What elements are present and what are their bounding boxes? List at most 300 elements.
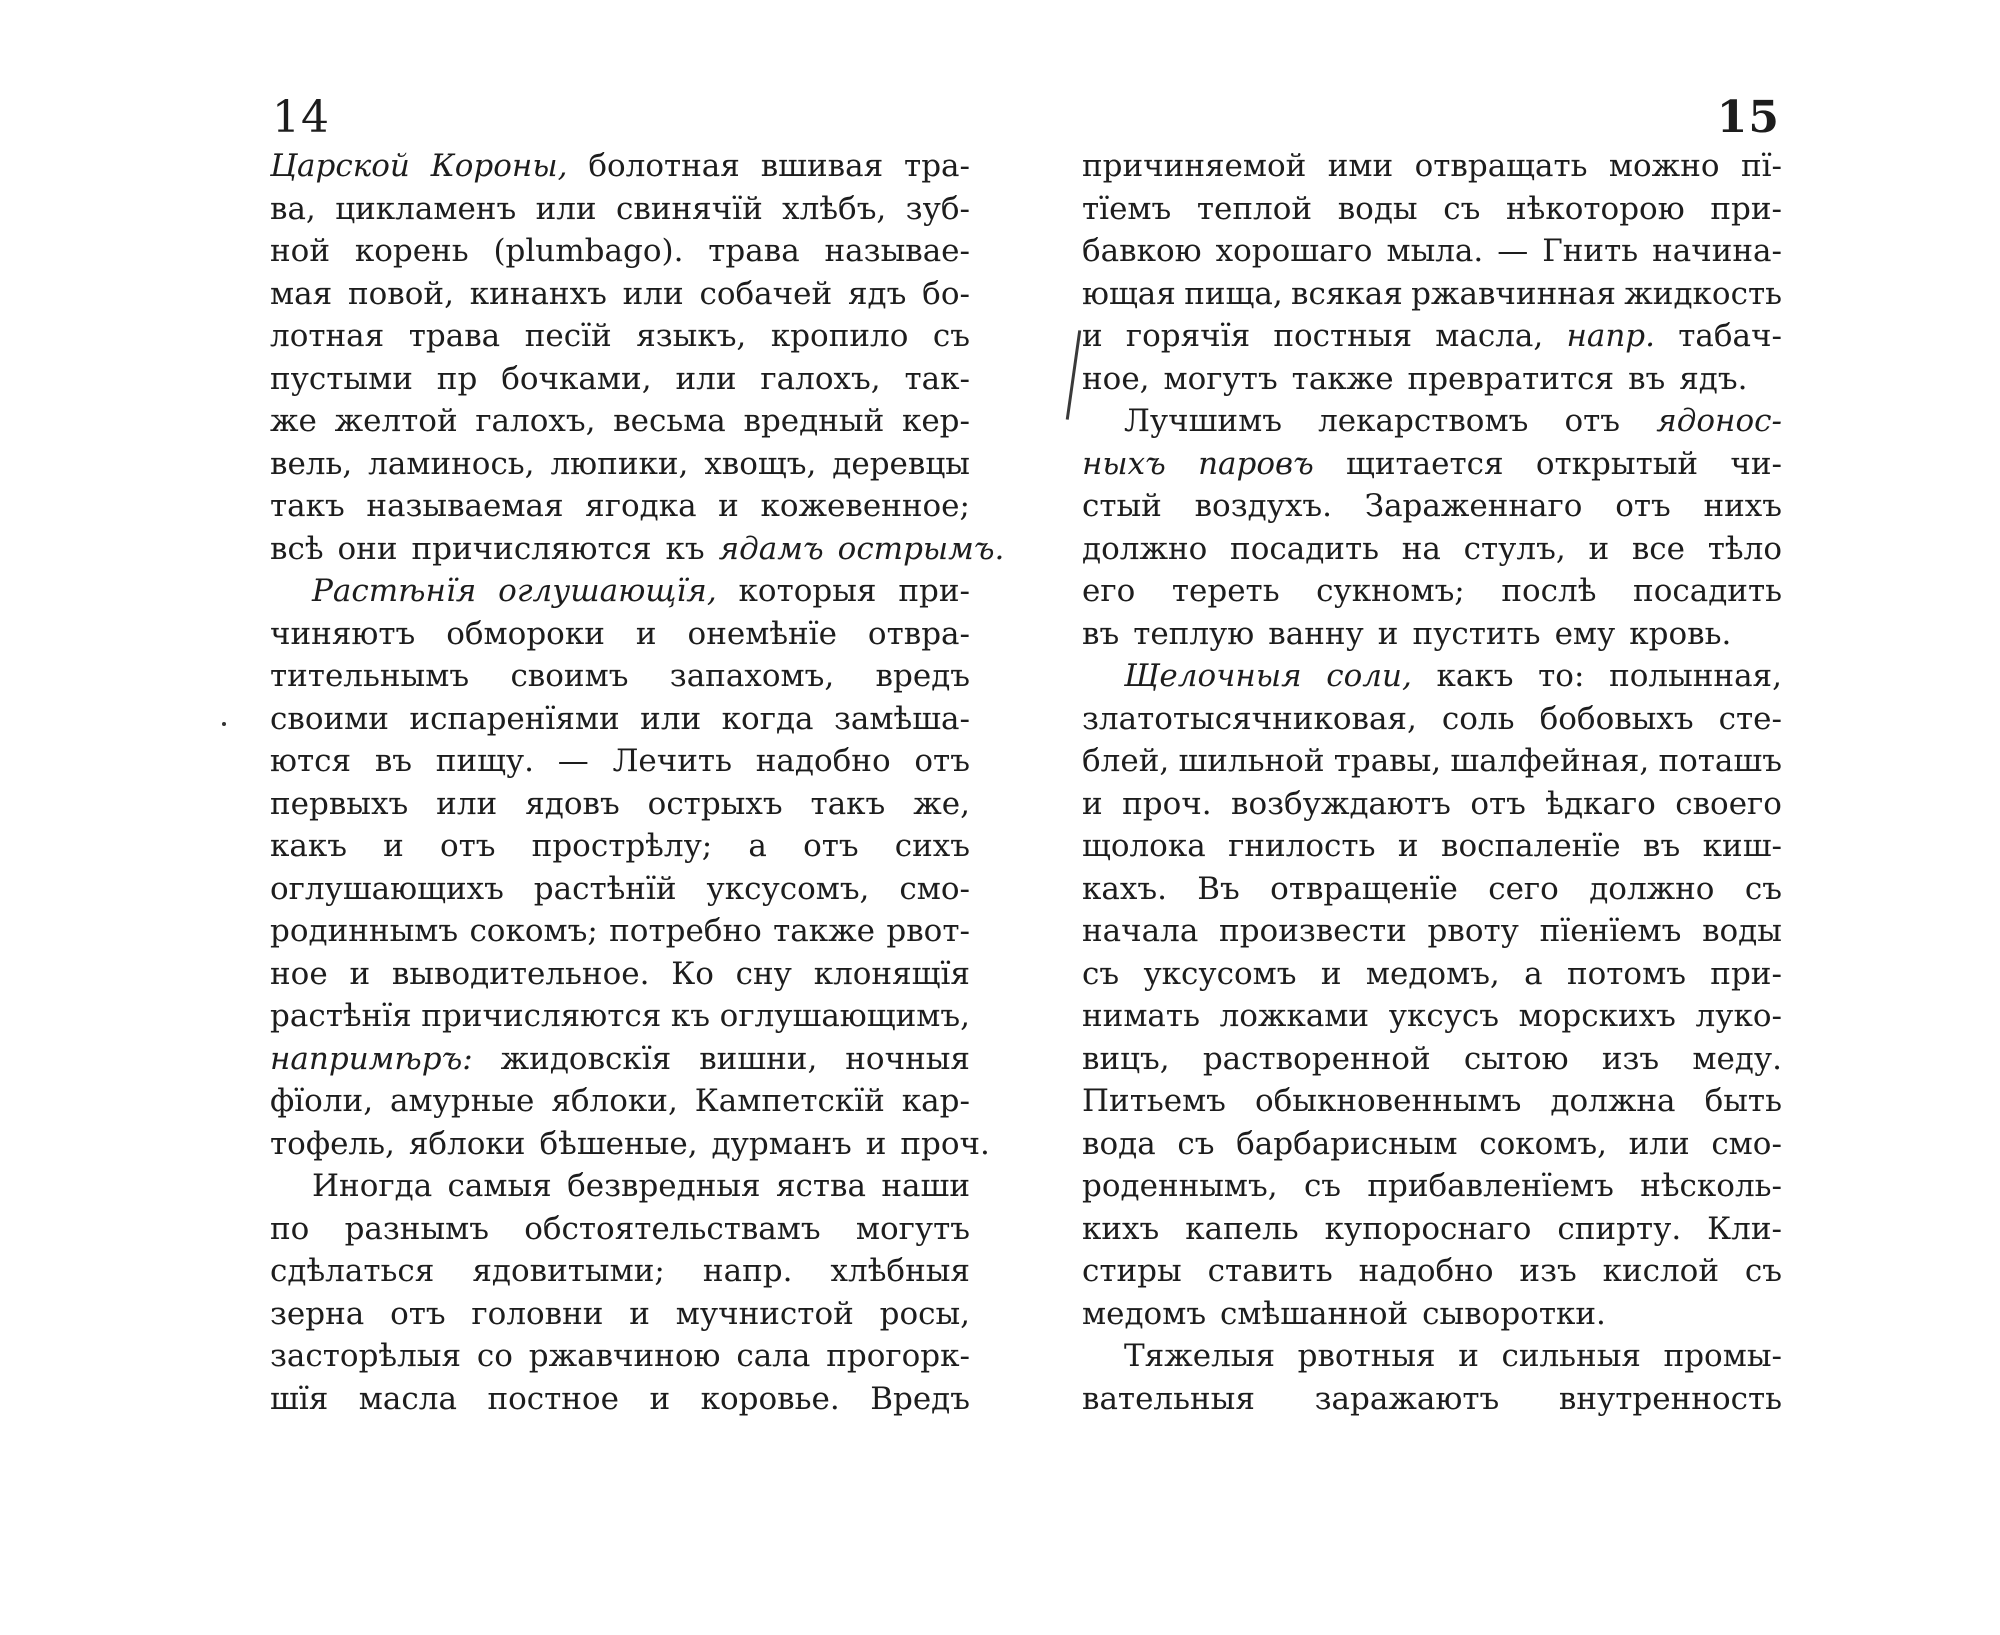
word: головни bbox=[471, 1295, 604, 1332]
word: ядовъ bbox=[525, 785, 620, 822]
word: златотысячниковая, bbox=[1082, 700, 1417, 737]
text-line bbox=[270, 995, 970, 1038]
word: ются bbox=[270, 743, 352, 779]
word: со bbox=[476, 1338, 513, 1374]
word: ламиноcь, bbox=[368, 445, 535, 482]
word: щитается bbox=[1346, 445, 1504, 482]
word: кожевенное; bbox=[760, 488, 970, 524]
word: собачей bbox=[699, 275, 833, 312]
word: потребно bbox=[609, 913, 762, 949]
word: меду. bbox=[1692, 1040, 1782, 1077]
text-line bbox=[270, 273, 970, 316]
word: въ bbox=[374, 743, 413, 779]
word: ющая bbox=[1082, 275, 1176, 312]
text-line bbox=[1082, 1335, 1782, 1378]
italic-term: Растѣнїя bbox=[312, 573, 477, 609]
word: надобно bbox=[1358, 1253, 1494, 1289]
word: растѣнїй bbox=[533, 870, 677, 907]
word: сну bbox=[735, 955, 792, 992]
word: запахомъ, bbox=[669, 658, 835, 694]
word: тительнымъ bbox=[270, 658, 470, 694]
word: отвращать bbox=[1414, 148, 1588, 184]
word: съ bbox=[1303, 1168, 1342, 1204]
word: мучнистой bbox=[675, 1295, 854, 1332]
word: болотная bbox=[588, 148, 740, 184]
word: Зараженнаго bbox=[1364, 488, 1583, 524]
pencil-mark bbox=[1066, 330, 1081, 420]
word: масла bbox=[358, 1380, 457, 1417]
word: прогорк- bbox=[826, 1338, 970, 1374]
italic-term: паровъ bbox=[1198, 445, 1314, 482]
word: вода bbox=[1082, 1125, 1156, 1162]
text-line bbox=[1082, 1165, 1782, 1208]
word: ной bbox=[270, 233, 330, 269]
word: сильныя bbox=[1501, 1338, 1641, 1374]
text-line bbox=[270, 868, 970, 911]
word: стиры bbox=[1082, 1253, 1182, 1289]
word: сдѣлаться bbox=[270, 1253, 435, 1289]
word: медомъ bbox=[1082, 1295, 1207, 1332]
word: травы, bbox=[1333, 743, 1442, 779]
text-line bbox=[1082, 783, 1782, 826]
word: внутренность bbox=[1558, 1380, 1782, 1417]
word: сытою bbox=[1463, 1040, 1569, 1077]
word: же, bbox=[913, 785, 970, 822]
word: превратится bbox=[1407, 360, 1615, 397]
word: фїоли, bbox=[270, 1083, 374, 1119]
word: посадить bbox=[1230, 530, 1379, 567]
text-line bbox=[1082, 485, 1782, 528]
italic-term: напримѣръ: bbox=[270, 1040, 473, 1077]
word: зерна bbox=[270, 1295, 365, 1332]
word: кинанхъ bbox=[469, 275, 607, 312]
word: при- bbox=[898, 573, 970, 609]
text-line bbox=[1082, 825, 1782, 868]
word: и bbox=[1082, 785, 1103, 822]
word: отъ bbox=[439, 828, 496, 864]
word: всякая bbox=[1291, 275, 1403, 312]
word: его bbox=[1082, 573, 1136, 609]
word: и bbox=[865, 1125, 887, 1162]
word: яблоки, bbox=[551, 1083, 678, 1119]
text-line bbox=[270, 1335, 970, 1378]
word: сыворотки. bbox=[1422, 1295, 1606, 1332]
word: же bbox=[270, 403, 317, 439]
word: ими bbox=[1327, 148, 1394, 184]
word: все bbox=[1631, 530, 1686, 567]
word: росы, bbox=[879, 1295, 970, 1332]
text-line bbox=[1082, 698, 1782, 741]
word: вредъ bbox=[875, 658, 970, 694]
word: Лечить bbox=[612, 743, 732, 779]
word: галохъ, bbox=[475, 403, 596, 439]
word: или bbox=[535, 190, 597, 227]
text-line bbox=[270, 443, 970, 486]
text-line bbox=[270, 1378, 970, 1421]
text-line bbox=[270, 655, 970, 698]
word: морскихъ bbox=[1518, 998, 1676, 1034]
text-line bbox=[270, 953, 970, 996]
word: сокомъ; bbox=[469, 913, 598, 949]
word: Питьемъ bbox=[1082, 1083, 1226, 1119]
word: въ bbox=[1628, 360, 1666, 397]
word: въ bbox=[1082, 615, 1120, 652]
word: растворенной bbox=[1202, 1040, 1431, 1077]
text-line bbox=[1082, 868, 1782, 911]
word: желтой bbox=[334, 403, 458, 439]
word: отъ bbox=[390, 1295, 446, 1332]
word: уксусомъ, bbox=[706, 870, 870, 907]
word: такъ bbox=[270, 488, 345, 524]
word: острыхъ bbox=[647, 785, 783, 822]
word: воздухъ. bbox=[1194, 488, 1333, 524]
word: языкъ, bbox=[636, 318, 747, 354]
word: съ bbox=[1744, 870, 1782, 907]
word: какъ bbox=[1436, 658, 1514, 694]
word: бобовыхъ bbox=[1539, 700, 1694, 737]
text-line bbox=[1082, 400, 1782, 443]
word: быть bbox=[1704, 1083, 1782, 1119]
word: засторѣлыя bbox=[270, 1338, 462, 1374]
word: и bbox=[649, 1380, 671, 1417]
word: онемѣнїе bbox=[687, 615, 837, 652]
word: и bbox=[383, 828, 404, 864]
word: капель bbox=[1185, 1210, 1299, 1247]
word: хлѣбъ, bbox=[782, 190, 887, 227]
word: масла, bbox=[1435, 318, 1544, 354]
word: рвот- bbox=[886, 913, 970, 949]
word: по bbox=[270, 1210, 310, 1247]
word: люпики, bbox=[550, 445, 689, 482]
italic-term: ядонос- bbox=[1656, 403, 1782, 439]
word: клонящїя bbox=[813, 955, 970, 992]
left-page-number: 14 bbox=[272, 92, 330, 143]
text-line bbox=[270, 740, 970, 783]
word: пища, bbox=[1184, 275, 1283, 312]
word: барбарисным bbox=[1236, 1125, 1458, 1162]
word: или bbox=[622, 275, 684, 312]
word: Ко bbox=[671, 955, 714, 992]
word: которыя bbox=[738, 573, 877, 609]
word: называе- bbox=[824, 233, 970, 269]
word: коровье. bbox=[700, 1380, 840, 1417]
italic-term: острымъ. bbox=[837, 530, 1005, 567]
text-line bbox=[1082, 570, 1782, 613]
word: отъ bbox=[914, 743, 970, 779]
word: песїй bbox=[524, 318, 612, 354]
word: мыла. bbox=[1386, 233, 1484, 269]
word: пї- bbox=[1740, 148, 1782, 184]
word: ему bbox=[1554, 615, 1616, 652]
right-page-text bbox=[1082, 145, 1782, 1420]
word: хорошаго bbox=[1215, 233, 1373, 269]
word: кровь. bbox=[1629, 615, 1732, 652]
text-line bbox=[270, 1123, 990, 1166]
word: трава bbox=[708, 233, 800, 269]
word: кихъ bbox=[1082, 1210, 1160, 1247]
word: постное bbox=[487, 1380, 619, 1417]
word: съ bbox=[1082, 955, 1120, 992]
word: кар- bbox=[901, 1083, 970, 1119]
text-line bbox=[270, 910, 970, 953]
text-line bbox=[1082, 1250, 1782, 1293]
italic-term: Короны, bbox=[430, 148, 568, 184]
word: ржавчиною bbox=[528, 1338, 721, 1374]
word: отъ bbox=[1564, 403, 1621, 439]
word: съ bbox=[1177, 1125, 1215, 1162]
word: изъ bbox=[1601, 1040, 1660, 1077]
text-line bbox=[1082, 358, 1782, 401]
word: своими bbox=[270, 700, 389, 737]
text-line bbox=[1082, 188, 1782, 231]
word: самыя bbox=[447, 1168, 552, 1204]
word: и bbox=[718, 488, 739, 524]
word: ложками bbox=[1219, 998, 1370, 1034]
word: корень bbox=[354, 233, 469, 269]
word: отъ bbox=[803, 828, 859, 864]
word: купороснаго bbox=[1324, 1210, 1532, 1247]
word: отъ bbox=[1470, 785, 1526, 822]
word: ядъ bbox=[847, 275, 907, 312]
word: бо- bbox=[922, 275, 970, 312]
word: пустить bbox=[1412, 615, 1541, 652]
word: Кли- bbox=[1707, 1210, 1782, 1247]
word: хлѣбныя bbox=[830, 1253, 970, 1289]
text-line bbox=[1082, 655, 1782, 698]
word: табач- bbox=[1678, 318, 1782, 354]
text-line bbox=[1082, 995, 1782, 1038]
word: амурные bbox=[390, 1083, 535, 1119]
text-line bbox=[270, 145, 970, 188]
text-line bbox=[1082, 273, 1782, 316]
text-line bbox=[1082, 1080, 1782, 1123]
word: бѣшеные, bbox=[539, 1125, 698, 1162]
left-page bbox=[270, 92, 1005, 1420]
text-line bbox=[1082, 953, 1782, 996]
word: воды bbox=[1702, 913, 1782, 949]
word: должно bbox=[1589, 870, 1715, 907]
word: дурманъ bbox=[711, 1125, 852, 1162]
italic-term: соли, bbox=[1326, 658, 1412, 694]
word: произвести bbox=[1219, 913, 1407, 949]
word: горячїя bbox=[1125, 318, 1251, 354]
word: на bbox=[1401, 530, 1441, 567]
word: пустыми bbox=[270, 360, 413, 397]
italic-term: напр. bbox=[1566, 318, 1656, 354]
word: тра- bbox=[904, 148, 970, 184]
word: начала bbox=[1082, 913, 1199, 949]
word: или bbox=[640, 700, 702, 737]
word: родиннымъ bbox=[270, 913, 459, 949]
word: ядовитыми; bbox=[472, 1253, 665, 1289]
word: яствa bbox=[775, 1168, 866, 1204]
word: обстоятельствамъ bbox=[524, 1210, 821, 1247]
italic-term: ныхъ bbox=[1082, 445, 1166, 482]
word: мая bbox=[270, 275, 333, 312]
word: выводительное. bbox=[391, 955, 650, 992]
word: и bbox=[1588, 530, 1610, 567]
text-line bbox=[1082, 145, 1782, 188]
word: вишни, bbox=[699, 1040, 818, 1077]
word: къ bbox=[670, 998, 711, 1034]
text-line bbox=[270, 1165, 970, 1208]
word: киш- bbox=[1702, 828, 1782, 864]
text-line bbox=[1082, 1293, 1782, 1336]
text-line bbox=[1082, 443, 1782, 486]
word: стый bbox=[1082, 488, 1162, 524]
word: хвощъ, bbox=[704, 445, 817, 482]
word: соль bbox=[1441, 700, 1515, 737]
word: начина- bbox=[1652, 233, 1782, 269]
word: (plumbago). bbox=[493, 233, 684, 269]
word: блей, bbox=[1082, 743, 1170, 779]
word: чи- bbox=[1730, 445, 1782, 482]
word: пїенїемъ bbox=[1539, 913, 1682, 949]
word: кахъ. bbox=[1082, 870, 1167, 907]
word: ядъ. bbox=[1679, 360, 1748, 397]
word: отвра- bbox=[867, 615, 970, 652]
word: нѣкоторою bbox=[1505, 190, 1685, 227]
word: — bbox=[557, 743, 589, 779]
word: вательныя bbox=[1082, 1380, 1255, 1417]
text-line bbox=[270, 528, 1005, 571]
word: проч. bbox=[1122, 785, 1212, 822]
word: сала bbox=[736, 1338, 811, 1374]
word: причиняемой bbox=[1082, 148, 1307, 184]
text-line bbox=[270, 783, 970, 826]
word: они bbox=[337, 530, 398, 567]
word: и bbox=[1320, 955, 1342, 992]
word: рвоту bbox=[1427, 913, 1519, 949]
word: открытый bbox=[1535, 445, 1699, 482]
word: пищу. bbox=[435, 743, 535, 779]
word: нѣсколь- bbox=[1640, 1168, 1782, 1204]
word: сихъ bbox=[894, 828, 970, 864]
word: Иногда bbox=[312, 1168, 433, 1204]
text-line bbox=[270, 1250, 970, 1293]
word: когда bbox=[721, 700, 814, 737]
word: испаренїями bbox=[409, 700, 620, 737]
word: также bbox=[773, 913, 876, 949]
word: и bbox=[1082, 318, 1103, 354]
word: или bbox=[436, 785, 498, 822]
word: причисляются bbox=[411, 530, 652, 567]
word: лекарствомъ bbox=[1318, 403, 1529, 439]
word: отъ bbox=[1615, 488, 1671, 524]
word: посадить bbox=[1633, 573, 1782, 609]
word: ягодка bbox=[585, 488, 697, 524]
word: какъ bbox=[270, 828, 347, 864]
word: нимать bbox=[1082, 998, 1200, 1034]
word: уксусомъ bbox=[1143, 955, 1297, 992]
text-line bbox=[1082, 1123, 1782, 1166]
text-line bbox=[1082, 230, 1782, 273]
word: луко- bbox=[1695, 998, 1782, 1034]
word: всѣ bbox=[270, 530, 324, 567]
text-line bbox=[1082, 910, 1782, 953]
right-page-number: 15 bbox=[1716, 92, 1780, 143]
word: должна bbox=[1550, 1083, 1676, 1119]
word: деревцы bbox=[832, 445, 970, 482]
word: смо- bbox=[899, 870, 970, 907]
word: стулъ, bbox=[1463, 530, 1566, 567]
word: отвращенїе bbox=[1270, 870, 1458, 907]
word: съ bbox=[932, 318, 970, 354]
text-line bbox=[270, 613, 970, 656]
word: первыхъ bbox=[270, 785, 409, 822]
word: шалфейная, bbox=[1450, 743, 1650, 779]
word: и bbox=[629, 1295, 650, 1332]
word: кер- bbox=[901, 403, 970, 439]
word: вшивая bbox=[760, 148, 884, 184]
text-line bbox=[1082, 740, 1782, 783]
word: постныя bbox=[1273, 318, 1413, 354]
word: разнымъ bbox=[344, 1210, 489, 1247]
text-line bbox=[270, 1038, 970, 1081]
word: яблоки bbox=[408, 1125, 526, 1162]
word: жидовскїя bbox=[500, 1040, 672, 1077]
word: Тяжелыя bbox=[1124, 1338, 1276, 1374]
word: повой, bbox=[347, 275, 454, 312]
word: цикламенъ bbox=[335, 190, 517, 227]
word: тѣло bbox=[1707, 530, 1782, 567]
word: шїя bbox=[270, 1380, 329, 1417]
word: ставить bbox=[1207, 1253, 1333, 1289]
word: или bbox=[675, 360, 737, 397]
word: Кампетскїй bbox=[694, 1083, 885, 1119]
word: и bbox=[1397, 828, 1419, 864]
word: и bbox=[349, 955, 371, 992]
word: надобно bbox=[755, 743, 891, 779]
word: послѣ bbox=[1501, 573, 1597, 609]
word: промы- bbox=[1663, 1338, 1782, 1374]
text-line bbox=[270, 570, 970, 613]
word: своего bbox=[1675, 785, 1782, 822]
word: могутъ bbox=[855, 1210, 970, 1247]
word: воды bbox=[1337, 190, 1418, 227]
text-line bbox=[1082, 1378, 1782, 1421]
word: Лучшимъ bbox=[1124, 403, 1282, 439]
text-line bbox=[270, 1208, 970, 1251]
word: къ bbox=[665, 530, 705, 567]
text-line bbox=[1082, 528, 1782, 571]
word: Гнить bbox=[1542, 233, 1639, 269]
word: весьма bbox=[613, 403, 726, 439]
word: тереть bbox=[1171, 573, 1280, 609]
word: то: bbox=[1538, 658, 1585, 694]
word: так- bbox=[904, 360, 970, 397]
word: и bbox=[635, 615, 657, 652]
word: тїемъ bbox=[1082, 190, 1172, 227]
word: обыкновеннымъ bbox=[1254, 1083, 1522, 1119]
word: щолока bbox=[1082, 828, 1206, 864]
word: шильной bbox=[1178, 743, 1325, 779]
word: медомъ, bbox=[1365, 955, 1500, 992]
word: причисляются bbox=[421, 998, 662, 1034]
word: съ bbox=[1744, 1253, 1782, 1289]
word: также bbox=[1291, 360, 1394, 397]
word: называемая bbox=[366, 488, 564, 524]
word: должно bbox=[1082, 530, 1208, 567]
left-page-text bbox=[270, 145, 1005, 1420]
word: Въ bbox=[1197, 870, 1240, 907]
text-line bbox=[270, 1293, 970, 1336]
word: сокомъ, bbox=[1479, 1125, 1607, 1162]
text-line bbox=[270, 315, 970, 358]
word: ѣдкаго bbox=[1545, 785, 1656, 822]
word: можно bbox=[1608, 148, 1720, 184]
word: рвотныя bbox=[1297, 1338, 1436, 1374]
